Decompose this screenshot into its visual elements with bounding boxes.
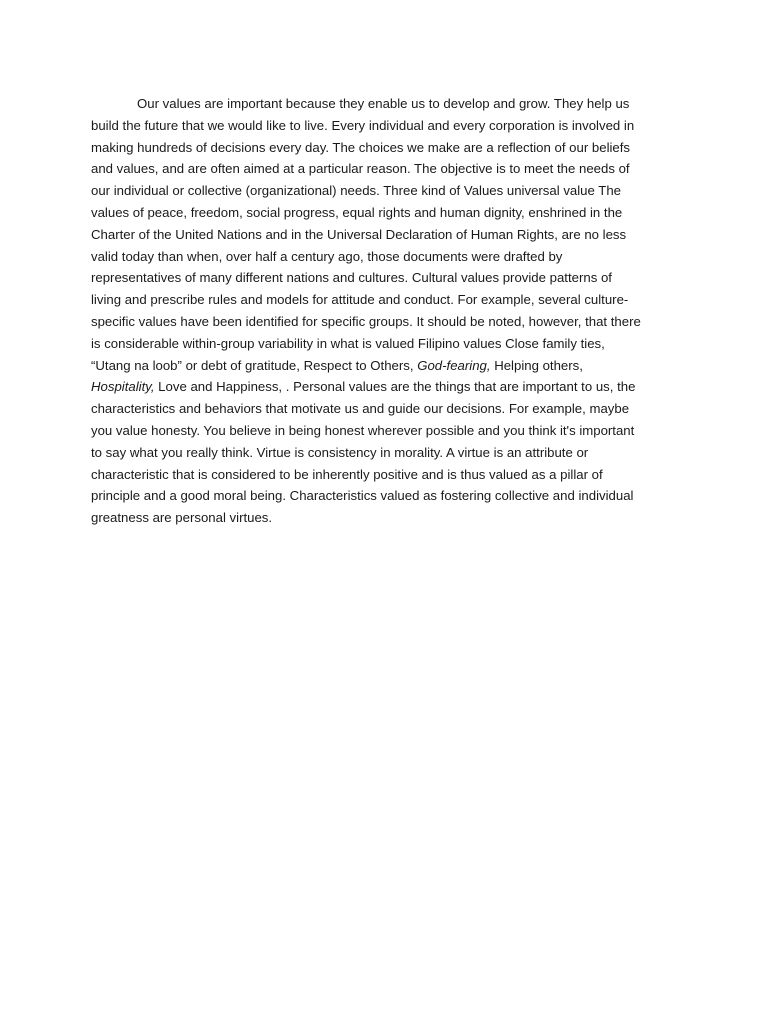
text-line: characteristic that is considered to be inherently positive and is thus valued as a pillar of — [91, 466, 603, 482]
text-line: you value honesty. You believe in being honest wherever possible and you think it's important — [91, 422, 635, 438]
text-line: living and prescribe rules and models for attitude and conduct. For example, several culture- — [91, 292, 629, 308]
text-line: principle and a good moral being. Characteristics valued as fostering collective and individual — [91, 488, 634, 504]
text-line: representatives of many different nations and cultures. Cultural values provide patterns of — [91, 270, 612, 286]
text-segment: Helping others, — [490, 357, 583, 373]
text-line: to say what you really think. Virtue is consistency in morality. A virtue is an attribute or — [91, 444, 589, 460]
text-line: making hundreds of decisions every day. The choices we make are a reflection of our beliefs — [91, 139, 631, 155]
text-line: specific values have been identified for specific groups. It should be noted, however, that there — [91, 313, 641, 329]
text-line: Our values are important because they enable us to develop and grow. They help us — [137, 96, 630, 111]
italic-text: God-fearing, — [417, 357, 491, 373]
text-line-mixed — [91, 355, 675, 377]
text-line: valid today than when, over half a century ago, those documents were drafted by — [91, 248, 563, 264]
italic-text: Hospitality, — [91, 379, 155, 395]
text-line-mixed — [91, 376, 675, 398]
body-paragraph — [91, 93, 675, 529]
text-line: our individual or collective (organizational) needs. Three kind of Values universal value The — [91, 183, 621, 199]
text-line: Charter of the United Nations and in the Universal Declaration of Human Rights, are no less — [91, 226, 627, 242]
text-segment: “Utang na loob” or debt of gratitude, Respect to Others, — [91, 357, 418, 373]
text-line: values of peace, freedom, social progress, equal rights and human dignity, enshrined in the — [91, 204, 623, 220]
text-line: and values, and are often aimed at a particular reason. The objective is to meet the needs of — [91, 161, 630, 177]
text-segment: Love and Happiness, . Personal values are the things that are important to us, the — [154, 379, 636, 395]
text-line: characteristics and behaviors that motivate us and guide our decisions. For example, maybe — [91, 401, 630, 417]
text-line: build the future that we would like to live. Every individual and every corporation is involved in — [91, 117, 635, 133]
text-line: is considerable within-group variability in what is valued Filipino values Close family ties, — [91, 335, 605, 351]
text-line: greatness are personal virtues. — [91, 510, 273, 526]
